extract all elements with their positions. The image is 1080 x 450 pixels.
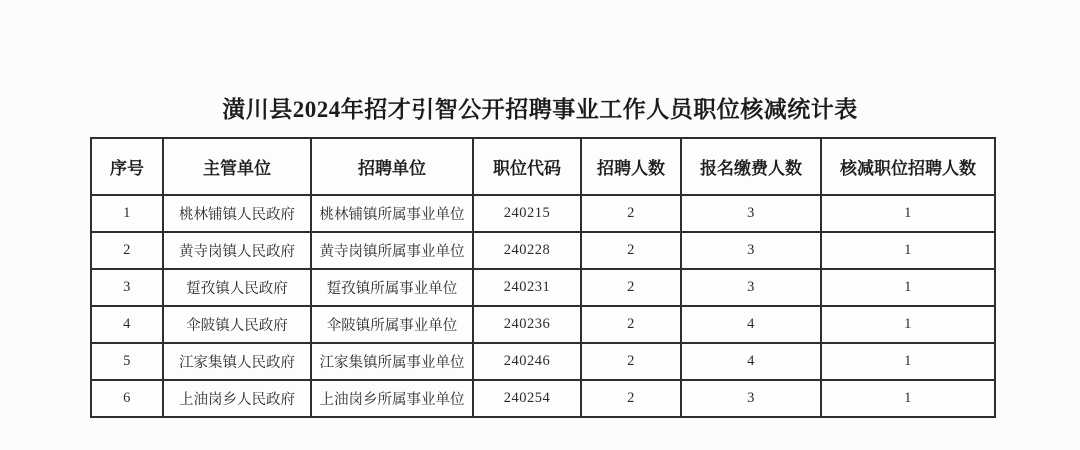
cell-recruit-count: 2 [581, 380, 681, 417]
header-serial-number: 序号 [91, 138, 163, 195]
position-reduction-table [90, 137, 996, 418]
header-recruit-count: 招聘人数 [581, 138, 681, 195]
cell-reduced-position-count: 1 [821, 343, 995, 380]
cell-supervising-unit: 上油岗乡人民政府 [163, 380, 311, 417]
cell-supervising-unit: 伞陂镇人民政府 [163, 306, 311, 343]
cell-recruit-count: 2 [581, 343, 681, 380]
table-row [91, 232, 995, 269]
cell-supervising-unit: 江家集镇人民政府 [163, 343, 311, 380]
table-row [91, 269, 995, 306]
cell-position-code: 240254 [473, 380, 581, 417]
cell-paid-applicant-count: 4 [681, 306, 821, 343]
cell-paid-applicant-count: 3 [681, 232, 821, 269]
table-header [91, 138, 995, 195]
cell-position-code: 240236 [473, 306, 581, 343]
cell-recruiting-unit: 江家集镇所属事业单位 [311, 343, 473, 380]
cell-paid-applicant-count: 3 [681, 269, 821, 306]
cell-reduced-position-count: 1 [821, 380, 995, 417]
header-position-code: 职位代码 [473, 138, 581, 195]
cell-paid-applicant-count: 4 [681, 343, 821, 380]
cell-serial: 2 [91, 232, 163, 269]
header-row [91, 138, 995, 195]
header-reduced-position-count: 核减职位招聘人数 [821, 138, 995, 195]
cell-recruit-count: 2 [581, 232, 681, 269]
cell-reduced-position-count: 1 [821, 195, 995, 232]
cell-recruiting-unit: 伞陂镇所属事业单位 [311, 306, 473, 343]
document-title: 潢川县2024年招才引智公开招聘事业工作人员职位核减统计表 [222, 97, 858, 122]
header-supervising-unit: 主管单位 [163, 138, 311, 195]
cell-position-code: 240231 [473, 269, 581, 306]
cell-reduced-position-count: 1 [821, 269, 995, 306]
cell-position-code: 240215 [473, 195, 581, 232]
cell-reduced-position-count: 1 [821, 232, 995, 269]
cell-serial: 6 [91, 380, 163, 417]
table-row [91, 343, 995, 380]
cell-serial: 3 [91, 269, 163, 306]
cell-recruiting-unit: 桃林铺镇所属事业单位 [311, 195, 473, 232]
cell-recruiting-unit: 上油岗乡所属事业单位 [311, 380, 473, 417]
cell-serial: 4 [91, 306, 163, 343]
table-row [91, 195, 995, 232]
cell-position-code: 240228 [473, 232, 581, 269]
cell-supervising-unit: 黄寺岗镇人民政府 [163, 232, 311, 269]
cell-recruiting-unit: 踅孜镇所属事业单位 [311, 269, 473, 306]
cell-serial: 1 [91, 195, 163, 232]
cell-paid-applicant-count: 3 [681, 380, 821, 417]
cell-supervising-unit: 桃林铺镇人民政府 [163, 195, 311, 232]
cell-paid-applicant-count: 3 [681, 195, 821, 232]
cell-recruit-count: 2 [581, 269, 681, 306]
header-recruiting-unit: 招聘单位 [311, 138, 473, 195]
cell-recruit-count: 2 [581, 306, 681, 343]
cell-recruiting-unit: 黄寺岗镇所属事业单位 [311, 232, 473, 269]
cell-serial: 5 [91, 343, 163, 380]
cell-position-code: 240246 [473, 343, 581, 380]
cell-reduced-position-count: 1 [821, 306, 995, 343]
table-row [91, 306, 995, 343]
table-body [91, 195, 995, 417]
table-row [91, 380, 995, 417]
cell-supervising-unit: 踅孜镇人民政府 [163, 269, 311, 306]
header-paid-applicant-count: 报名缴费人数 [681, 138, 821, 195]
cell-recruit-count: 2 [581, 195, 681, 232]
